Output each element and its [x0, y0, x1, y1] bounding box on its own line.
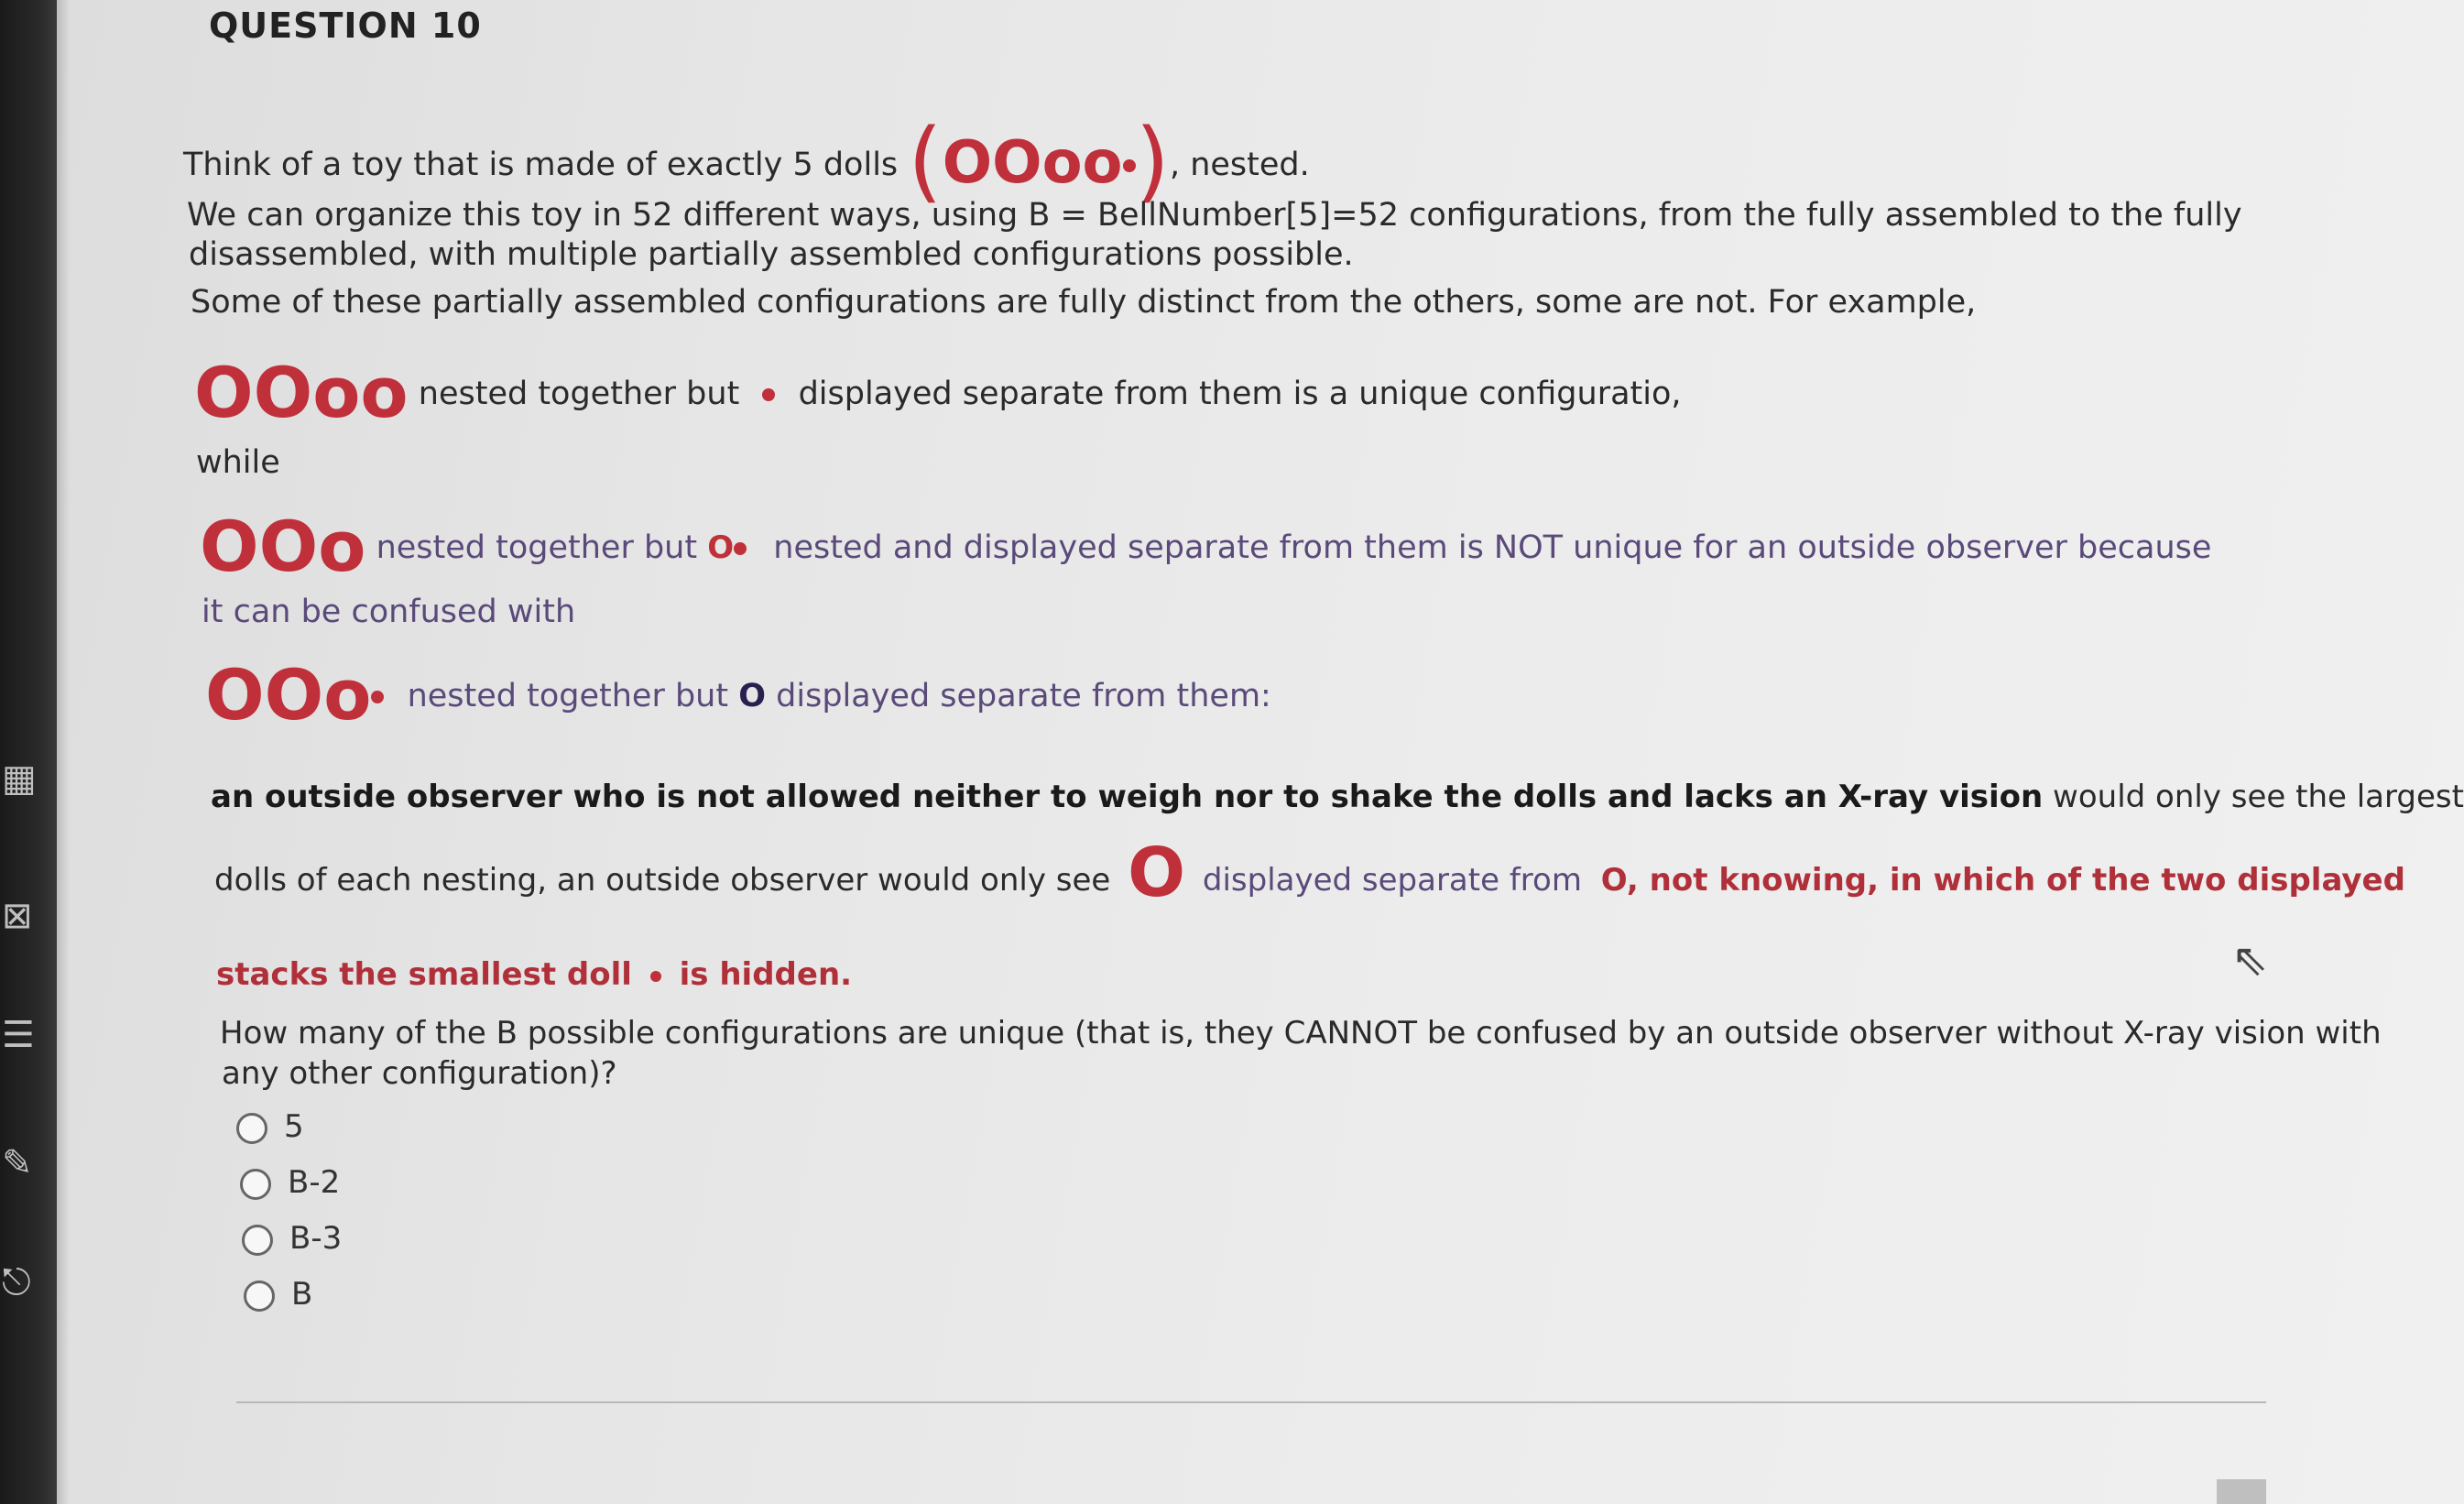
option-label: B-2 [288, 1164, 341, 1201]
bell-line: We can organize this toy in 52 different ways, using B = BellNumber[5]=52 configurations, from the fully assembled to the fully [187, 197, 2242, 234]
corner-panel [2217, 1479, 2266, 1504]
smallest-doll-icon [762, 388, 775, 401]
smallest-doll-icon [1123, 159, 1136, 172]
question-title: QUESTION 10 [209, 5, 482, 46]
layout-icon[interactable]: ⊠ [2, 895, 33, 937]
option-label: B [291, 1276, 313, 1313]
intro-text: Think of a toy that is made of exactly 5 dolls [183, 147, 899, 183]
observer-line-3-text-b: is hidden. [679, 956, 853, 993]
mouse-pointer-icon: ⇖ [2231, 934, 2269, 986]
largest-doll-icon: O [1128, 834, 1186, 912]
list-icon[interactable]: ☰ [2, 1014, 35, 1056]
observer-line-2-text-a: dolls of each nesting, an outside observer would only see [214, 862, 1111, 899]
smallest-doll-icon [650, 971, 661, 982]
radio-button[interactable] [240, 1169, 271, 1200]
observer-normal-text: would only see the largest [2053, 779, 2464, 815]
logout-icon[interactable]: ⎋ [2, 1261, 31, 1303]
option-label: 5 [284, 1108, 304, 1145]
example-intro: Some of these partially assembled configurations are fully distinct from the others, some are not. For example, [191, 284, 1977, 321]
example-2 [200, 506, 2211, 587]
intro-text-end: , nested. [1169, 147, 1310, 183]
observer-line-3 [216, 956, 852, 993]
observer-line-2-red: O, not knowing, in which of the two displayed [1600, 862, 2405, 899]
example-2-text-b: nested and displayed separate from them is NOT unique for an outside observer because [773, 529, 2212, 566]
observer-line-1 [211, 779, 2464, 815]
example-1 [194, 352, 1682, 433]
edit-icon[interactable]: ✎ [2, 1142, 33, 1184]
while-label: while [196, 444, 280, 481]
option-b[interactable] [244, 1276, 312, 1313]
example-2-continued: it can be confused with [202, 594, 576, 630]
small-doll-pair-icon: O [707, 529, 735, 566]
panel-shadow [57, 0, 70, 1504]
example-3-bold-doll: O [738, 678, 766, 714]
radio-button[interactable] [242, 1225, 273, 1256]
bell-line-2: disassembled, with multiple partially assembled configurations possible. [189, 236, 1354, 273]
example-1-text-a: nested together but [418, 376, 740, 412]
observer-bold-text: an outside observer who is not allowed neither to weigh nor to shake the dolls and lacks an X-ray vision [211, 779, 2044, 815]
question-prompt-2: any other configuration)? [222, 1055, 617, 1092]
smallest-doll-icon [734, 542, 747, 555]
left-sidebar [0, 0, 57, 1504]
question-prompt-1: How many of the B possible configurations are unique (that is, they CANNOT be confused by an outside observer without X-ray vision with [220, 1015, 2382, 1052]
observer-line-3-text-a: stacks the smallest doll [216, 956, 632, 993]
grid-icon[interactable]: ▦ [2, 757, 37, 800]
option-5[interactable] [236, 1108, 304, 1145]
example-3 [205, 654, 1271, 736]
dolls-example-2-icon: OOo [200, 506, 366, 587]
example-3-text-b: displayed separate from them: [776, 678, 1271, 714]
paren-close: ) [1135, 110, 1170, 213]
example-3-text-a: nested together but [407, 678, 729, 714]
smallest-doll-icon [371, 691, 384, 703]
observer-line-2 [214, 834, 2405, 912]
radio-button[interactable] [244, 1281, 275, 1312]
example-1-text-b: displayed separate from them is a unique configuratio, [798, 376, 1682, 412]
dolls-example-3-icon: OOo [205, 654, 372, 736]
example-2-text-a: nested together but [376, 529, 698, 566]
divider [236, 1401, 2266, 1403]
nested-dolls-icon: OOoo [942, 129, 1123, 197]
paren-open: ( [908, 110, 943, 213]
observer-line-2-text-b: displayed separate from [1202, 862, 1582, 899]
option-b-minus-2[interactable] [240, 1164, 340, 1201]
option-label: B-3 [289, 1220, 343, 1257]
option-b-minus-3[interactable] [242, 1220, 342, 1257]
dolls-example-1-icon: OOoo [194, 352, 409, 433]
radio-button[interactable] [236, 1113, 267, 1144]
